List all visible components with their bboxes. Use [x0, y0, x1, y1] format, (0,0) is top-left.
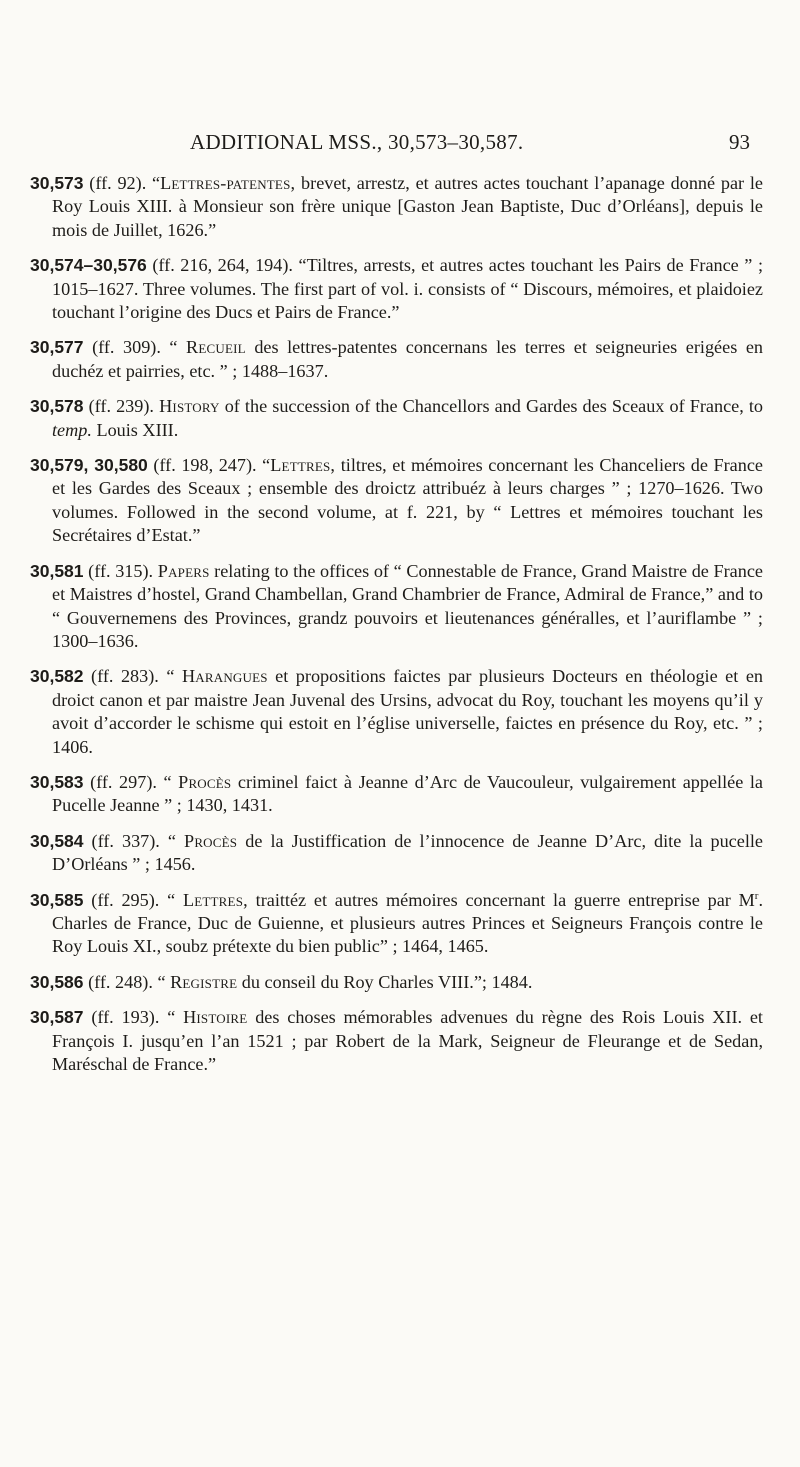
entry-lead-word: Histoire — [183, 1007, 248, 1028]
entry-text: criminel faict à Jeanne d’Arc de Vaucouleur, vulgairement appellée la Pucelle Jeanne ” ; 1430, 1431. — [52, 771, 763, 816]
catalogue-entry — [30, 771, 763, 818]
entry-text: de la Justiffication de l’innocence de Jeanne D’Arc, dite la pucelle D’Orléans ” ; 1456. — [52, 830, 763, 875]
entry-number: 30,582 — [30, 666, 84, 687]
entry-number: 30,581 — [30, 560, 84, 581]
entry-text: relating to the offices of “ Connestable de France, Grand Maistre de France et Maistres d’hostel, Grand Chambellan, Grand Chambrier de France, Admiral de France,” and to “ Gouvernemens des Provinces, grandz pouvoirs et lieutenances généralles, et l’auriflambe ” ; 1300–1636. — [52, 560, 763, 651]
entry-lead-word: Lettres, — [270, 455, 336, 476]
catalogue-entry — [30, 454, 763, 548]
entry-folios: (ff. 309). “ — [83, 337, 187, 358]
entry-folios: (ff. 283). “ — [83, 666, 182, 687]
entry-text: du conseil du Roy Charles VIII.”; 1484. — [237, 971, 533, 992]
entry-folios: (ff. 216, 264, 194). “ — [146, 255, 307, 276]
entry-folios: (ff. 297). “ — [83, 771, 179, 792]
entry-text: tiltres, et mémoires concernant les Chanceliers de France et les Gardes des Sceaux ; ensemble des droictz attribuéz à leurs charges ” ; 1270–1626. Two volumes. Followed in the second volume, at f. 221, by “ Lettres et mémoires touchant les Secrétaires d’Estat.” — [52, 455, 763, 546]
entry-folios: (ff. 315). — [83, 560, 158, 581]
entry-folios: (ff. 193). “ — [83, 1007, 184, 1028]
entry-folios: (ff. 92). “ — [83, 173, 161, 193]
entry-superscript: r — [754, 889, 759, 902]
entry-number: 30,586 — [30, 971, 84, 992]
entry-text-start: of the succession of the Chancellors and Gardes des Sceaux of France, to — [219, 396, 763, 417]
catalogue-entry — [30, 336, 763, 383]
entry-number: 30,577 — [30, 337, 84, 358]
entry-text-start: traittéz et autres mémoires concernant la guerre entreprise par M — [247, 889, 755, 910]
catalogue-entry — [30, 665, 763, 759]
entry-text: et propositions faictes par plusieurs Docteurs en théologie et en droict canon et par maistre Jean Juvenal des Ursins, advocat du Roy, touchant les moyens qu’il y avoit d’accorder le schisme qui estoit en l’église universelle, faictes en présence du Roy, etc. ” ; 1406. — [52, 666, 763, 757]
entry-text: . Charles de France, Duc de Guienne, et plusieurs autres Princes et Seigneurs François contre le Roy Louis XI., soubz prétexte du bien public” ; 1464, 1465. — [52, 889, 763, 957]
entry-text: des choses mémorables advenues du règne des Rois Louis XII. et François I. jusqu’en l’an 1521 ; par Robert de la Mark, Seigneur de Fleurange et de Sedan, Maréschal de France.” — [52, 1007, 763, 1074]
entry-lead-word: Procès — [184, 830, 238, 851]
entry-number: 30,579, 30,580 — [30, 455, 148, 476]
catalogue-entry — [30, 560, 763, 654]
entry-folios: (ff. 198, 247). “ — [147, 455, 271, 476]
catalogue-entry — [30, 254, 763, 324]
running-title: ADDITIONAL MSS., 30,573–30,587. — [190, 130, 524, 154]
entry-italic-term: temp. — [52, 419, 92, 440]
catalogue-entry — [30, 1006, 763, 1076]
entry-text: brevet, arrestz, et autres actes touchant l’apanage donné par le Roy Louis XIII. à Monsieur son frère unique [Gaston Jean Baptiste, Duc d’Orléans], depuis le mois de Juillet, 1626.” — [52, 173, 763, 240]
entry-text: Tiltres, arrests, et autres actes touchant les Pairs de France ” ; 1015–1627. Three volumes. The first part of vol. i. consists of “ Discours, mémoires, et plaidoiez touchant l’origine des Ducs et Pairs de France.” — [52, 255, 763, 323]
entry-lead-word: Registre — [170, 971, 238, 992]
entry-number: 30,573 — [30, 173, 84, 193]
catalogue-entries — [30, 172, 763, 1088]
catalogue-entry — [30, 830, 763, 877]
entry-text: des lettres-patentes concernans les terres et seigneuries erigées en duchéz et pairries, etc. ” ; 1488–1637. — [52, 337, 763, 381]
entry-lead-word: Lettres-patentes, — [160, 173, 296, 193]
entry-number: 30,578 — [30, 396, 84, 417]
catalogue-entry — [30, 971, 763, 994]
entry-text: Louis XIII. — [91, 419, 179, 440]
entry-number: 30,585 — [30, 889, 84, 910]
entry-lead-word: Harangues — [181, 666, 268, 687]
entry-lead-word: Recueil — [186, 337, 246, 358]
running-head — [190, 130, 750, 160]
entry-lead-word: Lettres, — [182, 889, 248, 910]
entry-folios: (ff. 295). “ — [83, 889, 183, 910]
entry-folios: (ff. 248). “ — [83, 971, 171, 992]
entry-folios: (ff. 337). “ — [83, 830, 184, 851]
catalogue-entry — [30, 395, 763, 442]
entry-number: 30,587 — [30, 1007, 84, 1028]
entry-lead-word: Papers — [157, 560, 210, 581]
entry-number: 30,574–30,576 — [30, 255, 147, 276]
entry-folios: (ff. 239). — [83, 396, 160, 417]
catalogue-entry — [30, 172, 763, 242]
entry-number: 30,584 — [30, 830, 84, 851]
catalogue-entry — [30, 889, 763, 959]
entry-number: 30,583 — [30, 771, 84, 792]
entry-lead-word: Procès — [178, 771, 232, 792]
entry-lead-word: History — [159, 396, 220, 417]
page-number: 93 — [729, 130, 750, 154]
